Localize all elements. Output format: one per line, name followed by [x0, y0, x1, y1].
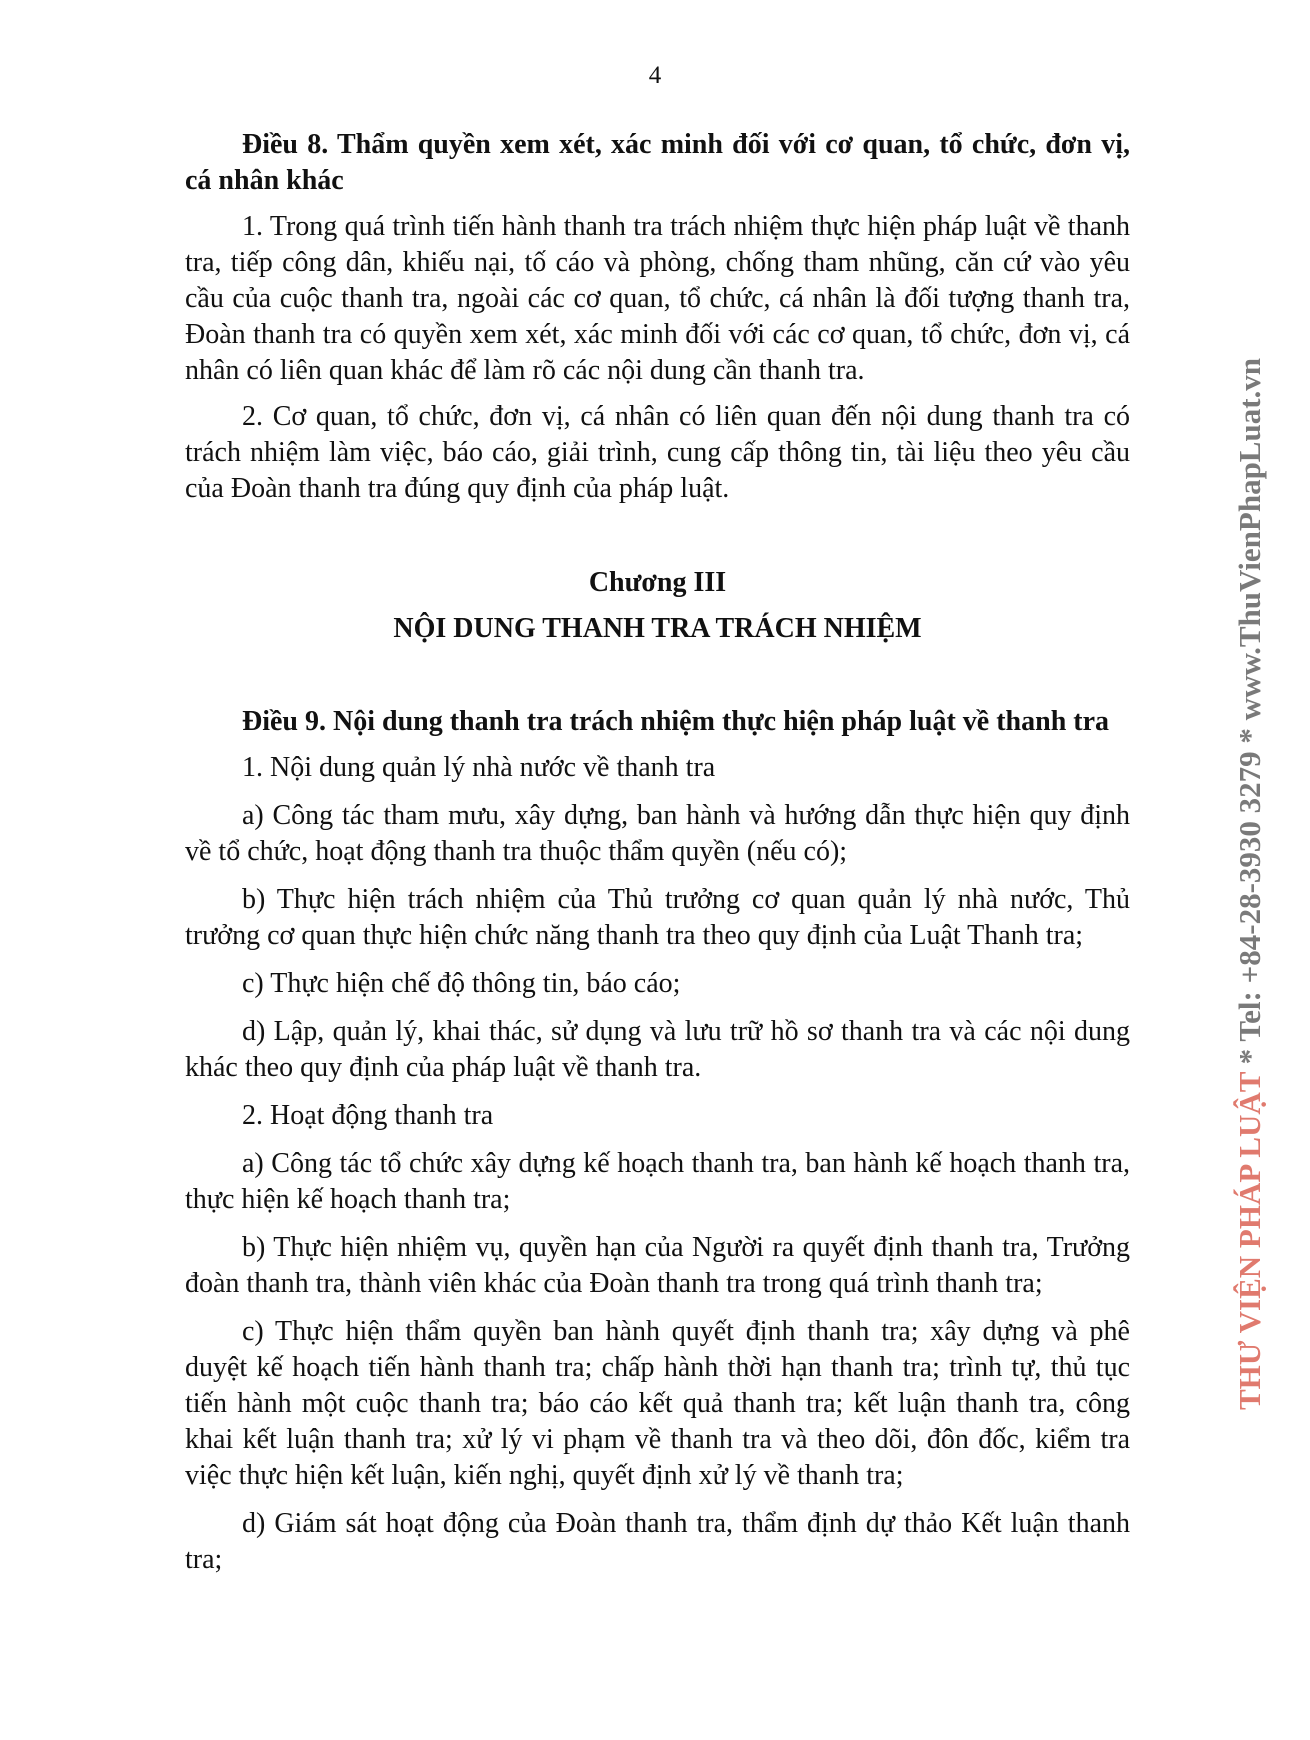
article-9-section-1: 1. Nội dung quản lý nhà nước về thanh tra [242, 752, 716, 783]
article-8-clause-1: 1. Trong quá trình tiến hành thanh tra trách nhiệm thực hiện pháp luật về thanh tra, tiếp công dân, khiếu nại, tố cáo và phòng, chống tham nhũng, căn cứ vào yêu cầu của cuộc thanh tra, ngoài các cơ quan, tổ chức, cá nhân là đối tượng thanh tra, Đoàn thanh tra có quyền xem xét, xác minh đối với các cơ quan, tổ chức, đơn vị, cá nhân có liên quan khác để làm rõ các nội dung cần thanh tra. [185, 211, 1130, 386]
article-9-section-2: 2. Hoạt động thanh tra [242, 1100, 494, 1131]
article-9-item-2c: c) Thực hiện thẩm quyền ban hành quyết định thanh tra; xây dựng và phê duyệt kế hoạch tiến hành thanh tra; chấp hành thời hạn thanh tra; trình tự, thủ tục tiến hành một cuộc thanh tra; báo cáo kết quả thanh tra; kết luận thanh tra, công khai kết luận thanh tra; xử lý vi phạm về thanh tra và theo dõi, đôn đốc, kiểm tra việc thực hiện kết luận, kiến nghị, quyết định xử lý về thanh tra; [185, 1316, 1130, 1491]
article-9-item-1c: c) Thực hiện chế độ thông tin, báo cáo; [242, 968, 681, 999]
article-9-heading: Điều 9. Nội dung thanh tra trách nhiệm thực hiện pháp luật về thanh tra [242, 706, 1110, 737]
chapter-label: Chương III [588, 567, 727, 598]
page-number: 4 [648, 62, 662, 89]
chapter-title: NỘI DUNG THANH TRA TRÁCH NHIỆM [393, 613, 922, 644]
side-watermark [1230, 358, 1270, 1410]
article-9-item-1a: a) Công tác tham mưu, xây dựng, ban hành và hướng dẫn thực hiện quy định về tổ chức, hoạt động thanh tra thuộc thẩm quyền (nếu có); [185, 800, 1130, 867]
article-9-item-1d: d) Lập, quản lý, khai thác, sử dụng và lưu trữ hồ sơ thanh tra và các nội dung khác theo quy định của pháp luật về thanh tra. [185, 1016, 1130, 1083]
article-9-item-2a: a) Công tác tổ chức xây dựng kế hoạch thanh tra, ban hành kế hoạch thanh tra, thực hiện kế hoạch thanh tra; [185, 1148, 1130, 1215]
article-9-item-2b: b) Thực hiện nhiệm vụ, quyền hạn của Người ra quyết định thanh tra, Trưởng đoàn thanh tra, thành viên khác của Đoàn thanh tra trong quá trình thanh tra; [185, 1232, 1130, 1299]
watermark-contact: * Tel: +84-28-3930 3279 * www.ThuVienPhapLuat.vn [1232, 357, 1267, 1065]
article-8-heading: Điều 8. Thẩm quyền xem xét, xác minh đối với cơ quan, tổ chức, đơn vị, cá nhân khác [185, 129, 1130, 196]
article-9-item-2d: d) Giám sát hoạt động của Đoàn thanh tra, thẩm định dự thảo Kết luận thanh tra; [185, 1508, 1130, 1575]
watermark-brand: THƯ VIỆN PHÁP LUẬT [1232, 1072, 1267, 1410]
article-8-clause-2: 2. Cơ quan, tổ chức, đơn vị, cá nhân có liên quan đến nội dung thanh tra có trách nhiệm làm việc, báo cáo, giải trình, cung cấp thông tin, tài liệu theo yêu cầu của Đoàn thanh tra đúng quy định của pháp luật. [185, 401, 1130, 504]
document-body [185, 127, 1130, 1578]
article-9-item-1b: b) Thực hiện trách nhiệm của Thủ trưởng cơ quan quản lý nhà nước, Thủ trưởng cơ quan thực hiện chức năng thanh tra theo quy định của Luật Thanh tra; [185, 884, 1130, 951]
